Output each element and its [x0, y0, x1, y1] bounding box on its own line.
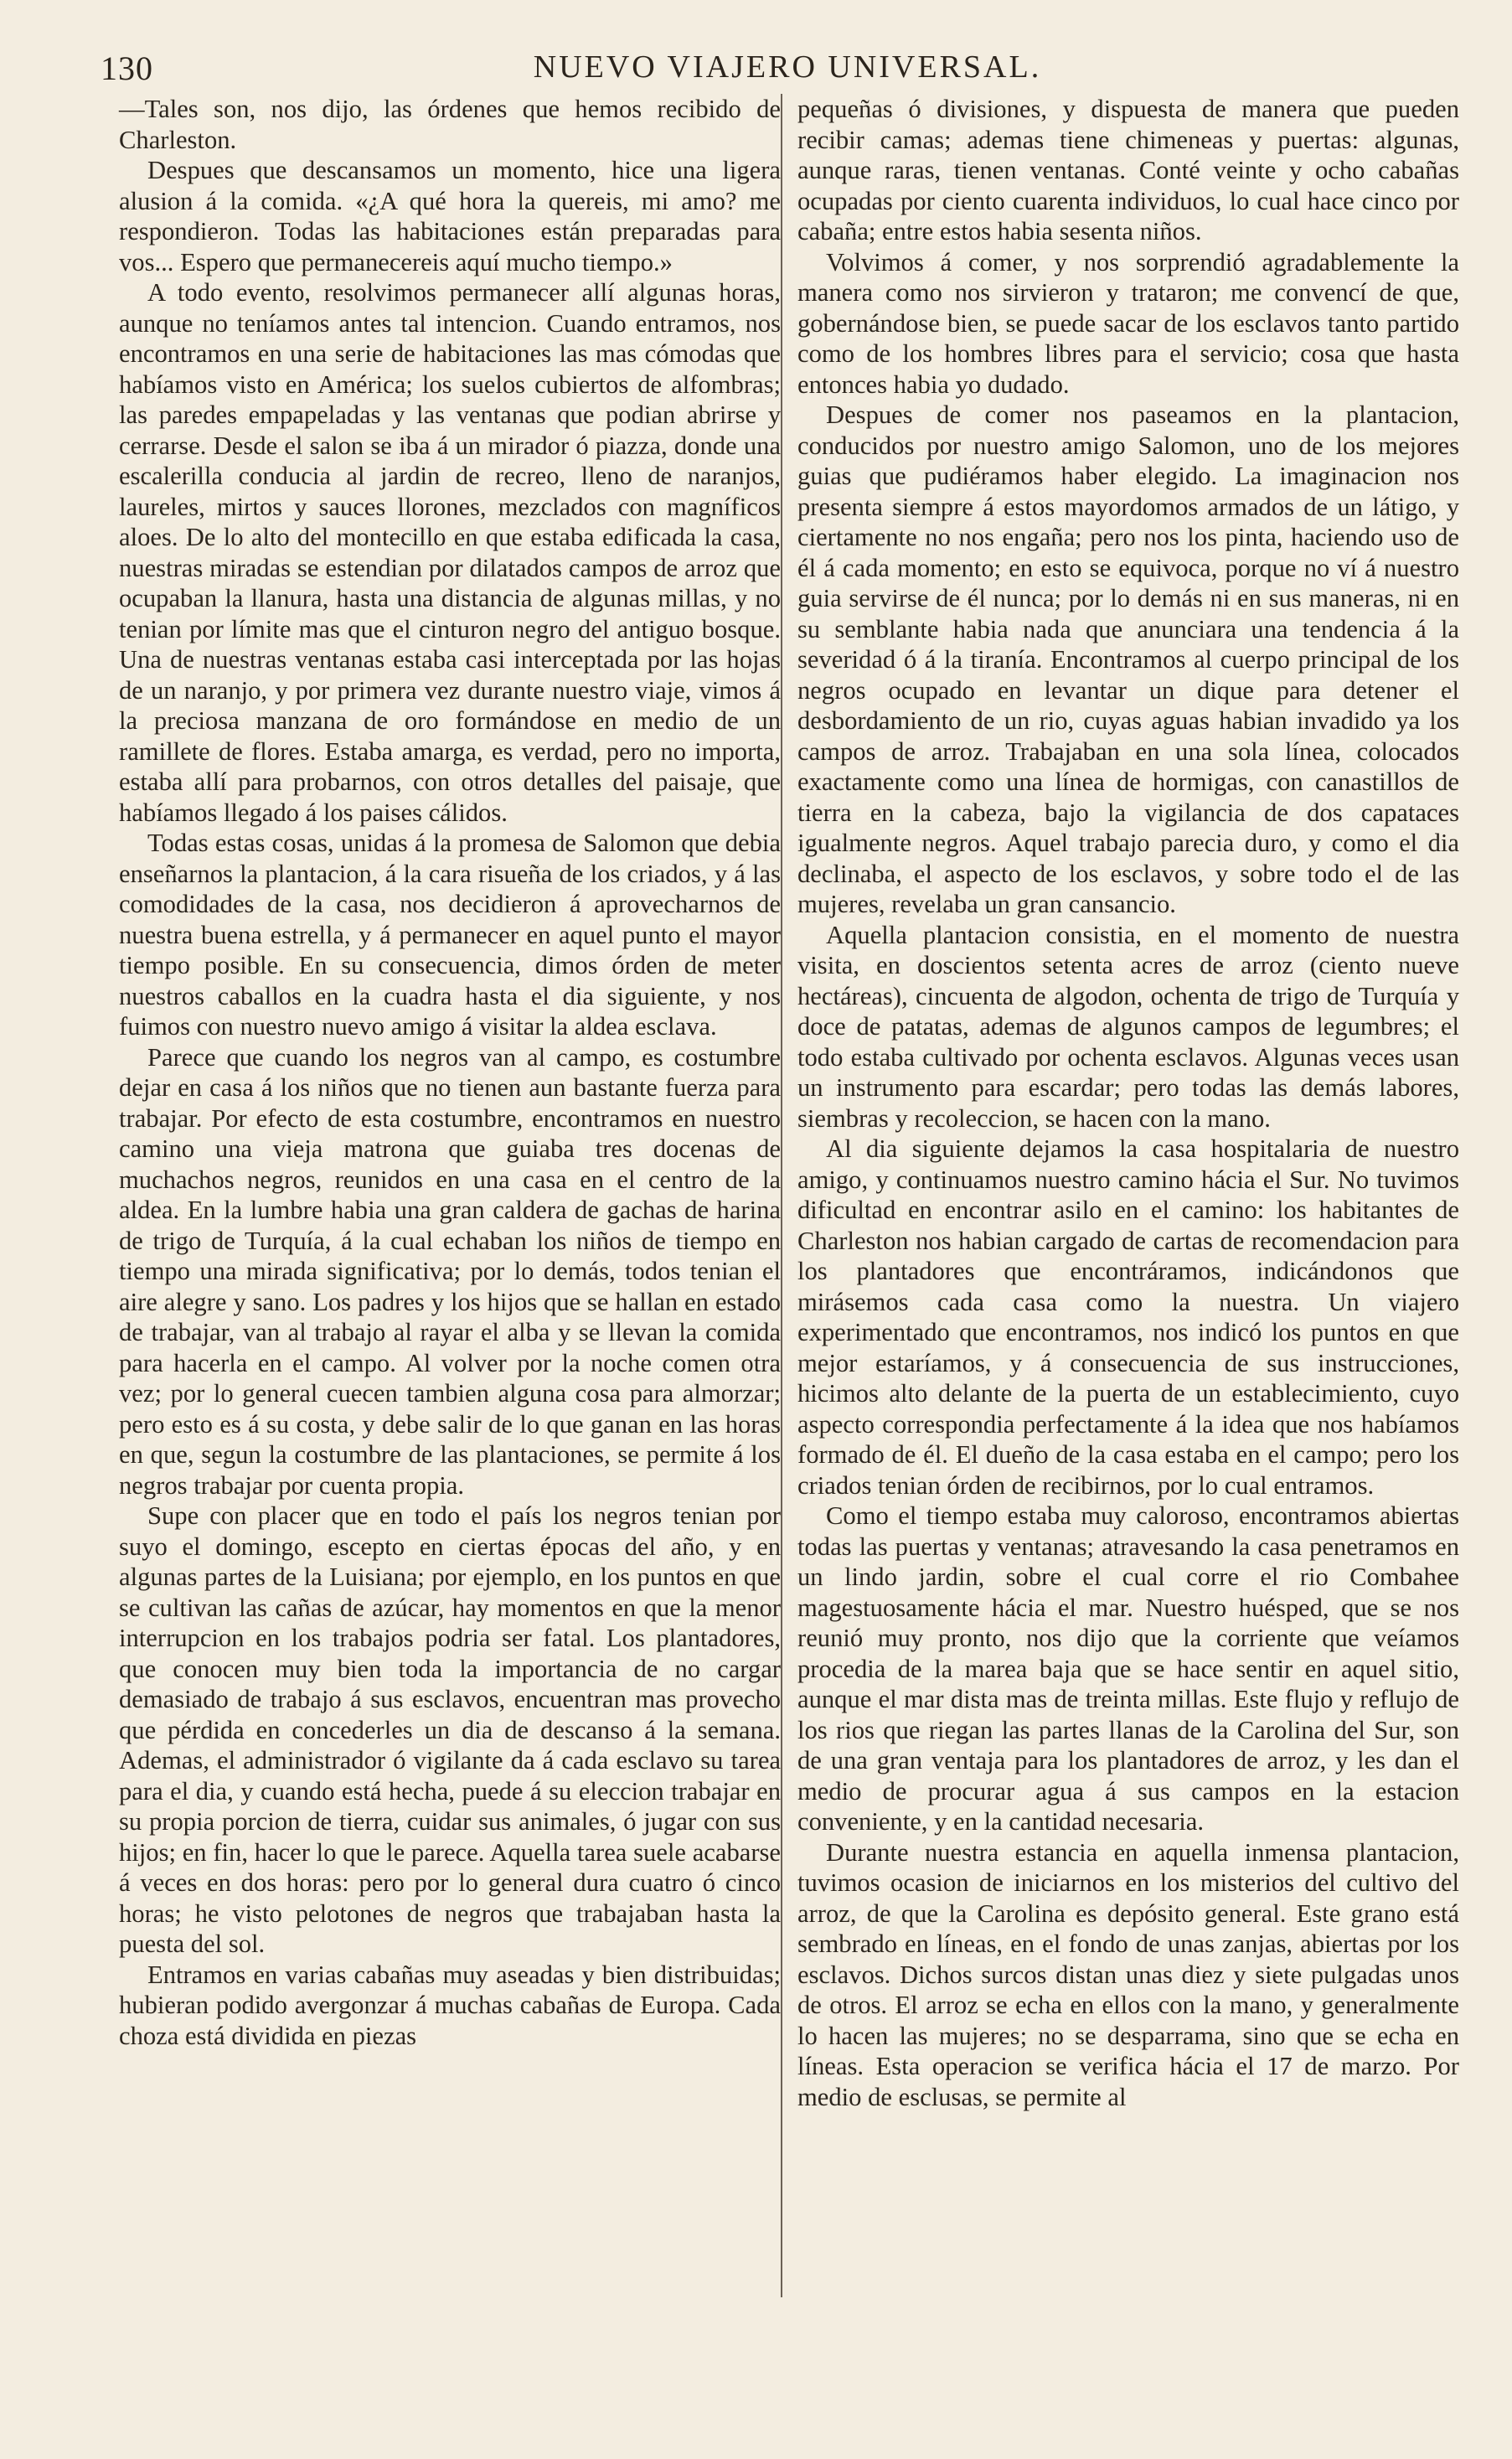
- page-header: [101, 49, 1474, 87]
- paragraph: Durante nuestra estancia en aquella inmensa plantacion, tuvimos ocasion de iniciarnos en los misterios del cultivo del arroz, de que la Carolina es depósito general. Este grano está sembrado en líneas, en el fondo de unas zanjas, abiertas por los esclavos. Dichos surcos distan unas diez y siete pulgadas unos de otros. El arroz se echa en ellos con la mano, y generalmente lo hacen las mujeres; no se desparrama, sino que se echa en líneas. Esta operacion se verifica hácia el 17 de marzo. Por medio de esclusas, se permite al: [797, 1837, 1459, 2111]
- left-column: [119, 94, 781, 2051]
- paragraph: Despues que descansamos un momento, hice una ligera alusion á la comida. «¿A qué hora la quereis, mi amo? me respondieron. Todas las habitaciones están preparadas para vos... Espero que permanecereis aquí mucho tiempo.»: [119, 156, 781, 276]
- running-title: NUEVO VIAJERO UNIVERSAL.: [533, 49, 1042, 85]
- page-number: 130: [101, 49, 153, 87]
- paragraph: Como el tiempo estaba muy caloroso, encontramos abiertas todas las puertas y ventanas; atravesando la casa penetramos en un lindo jardin, sobre el cual corre el rio Combahee magestuosamente hácia el mar. Nuestro huésped, que se nos reunió muy pronto, nos dijo que la corriente que veíamos procedia de la marea baja que se hace sentir en aquel sitio, aunque el mar dista mas de treinta millas. Este flujo y reflujo de los rios que riegan las partes llanas de la Carolina del Sur, son de una gran ventaja para los plantadores de arroz, y les dan el medio de procurar agua á sus campos en la estacion conveniente, y en la cantidad necesaria.: [797, 1501, 1459, 1836]
- column-divider: [781, 94, 782, 2297]
- right-column: [797, 94, 1459, 2112]
- paragraph: Volvimos á comer, y nos sorprendió agradablemente la manera como nos sirvieron y trataron; me convencí de que, gobernándose bien, se puede sacar de los esclavos tanto partido como de los hombres libres para el servicio; cosa que hasta entonces habia yo dudado.: [797, 247, 1459, 399]
- paragraph: Despues de comer nos paseamos en la plantacion, conducidos por nuestro amigo Salomon, uno de los mejores guias que pudiéramos haber elegido. La imaginacion nos presenta siempre á estos mayordomos armados de un látigo, y ciertamente no nos engaña; pero nos los pinta, haciendo uso de él á cada momento; en esto se equivoca, porque no ví á nuestro guia servirse de él nunca; por lo demás ni en sus maneras, ni en su semblante habia nada que anunciara una tendencia á la severidad ó á la tiranía. Encontramos al cuerpo principal de los negros ocupado en levantar un dique para detener el desbordamiento de un rio, cuyas aguas habian invadido ya los campos de arroz. Trabajaban en una sola línea, colocados exactamente como una línea de hormigas, con canastillos de tierra en la cabeza, bajo la vigilancia de dos capataces igualmente negros. Aquel trabajo parecia duro, y como el dia declinaba, el aspecto de los esclavos, y sobre todo el de las mujeres, revelaba un gran cansancio.: [797, 400, 1459, 918]
- paragraph: Entramos en varias cabañas muy aseadas y bien distribuidas; hubieran podido avergonzar á muchas cabañas de Europa. Cada choza está dividida en piezas: [119, 1960, 781, 2050]
- paragraph: Todas estas cosas, unidas á la promesa de Salomon que debia enseñarnos la plantacion, á la cara risueña de los criados, y á las comodidades de la casa, nos decidieron á aprovecharnos de nuestra buena estrella, y á permanecer en aquel punto el mayor tiempo posible. En su consecuencia, dimos órden de meter nuestros caballos en la cuadra hasta el dia siguiente, y nos fuimos con nuestro nuevo amigo á visitar la aldea esclava.: [119, 829, 781, 1041]
- paragraph: A todo evento, resolvimos permanecer allí algunas horas, aunque no teníamos antes tal intencion. Cuando entramos, nos encontramos en una serie de habitaciones las mas cómodas que habíamos visto en América; los suelos cubiertos de alfombras; las paredes empapeladas y las ventanas que podian abrirse y cerrarse. Desde el salon se iba á un mirador ó piazza, donde una escalerilla conducia al jardin de recreo, lleno de naranjos, laureles, mirtos y sauces llorones, mezclados con magníficos aloes. De lo alto del montecillo en que estaba edificada la casa, nuestras miradas se estendian por dilatados campos de arroz que ocupaban la llanura, hasta una distancia de algunas millas, y no tenian por límite mas que el cinturon negro del antiguo bosque. Una de nuestras ventanas estaba casi interceptada por las hojas de un naranjo, y por primera vez durante nuestro viaje, vimos á la preciosa manzana de oro formándose en medio de un ramillete de flores. Estaba amarga, es verdad, pero no importa, estaba allí para probarnos, con otros detalles del paisaje, que habíamos llegado á los paises cálidos.: [119, 278, 781, 827]
- paragraph: Al dia siguiente dejamos la casa hospitalaria de nuestro amigo, y continuamos nuestro camino hácia el Sur. No tuvimos dificultad en encontrar asilo en el camino: los habitantes de Charleston nos habian cargado de cartas de recomendacion para los plantadores que encontráramos, indicándonos que mirásemos cada casa como la nuestra. Un viajero experimentado que encontramos, nos indicó los puntos en que mejor estaríamos, y á consecuencia de sus instrucciones, hicimos alto delante de la puerta de un establecimiento, cuyo aspecto correspondia perfectamente á la idea que nos habíamos formado de él. El dueño de la casa estaba en el campo; pero los criados tenian órden de recibirnos, por lo cual entramos.: [797, 1134, 1459, 1500]
- paragraph: Supe con placer que en todo el país los negros tenian por suyo el domingo, escepto en ciertas épocas del año, y en algunas partes de la Luisiana; por ejemplo, en los puntos en que se cultivan las cañas de azúcar, hay momentos en que la menor interrupcion en los trabajos podria ser fatal. Los plantadores, que conocen muy bien toda la importancia de no cargar demasiado de trabajo á sus esclavos, encuentran mas provecho que pérdida en concederles un dia de descanso á la semana. Ademas, el administrador ó vigilante da á cada esclavo su tarea para el dia, y cuando está hecha, puede á su eleccion trabajar en su propia porcion de tierra, cuidar sus animales, ó jugar con sus hijos; en fin, hacer lo que le parece. Aquella tarea suele acabarse á veces en dos horas: pero por lo general dura cuatro ó cinco horas; he visto pelotones de negros que trabajaban hasta la puesta del sol.: [119, 1501, 781, 1958]
- paragraph: —Tales son, nos dijo, las órdenes que hemos recibido de Charleston.: [119, 95, 781, 154]
- paragraph: Parece que cuando los negros van al campo, es costumbre dejar en casa á los niños que no tienen aun bastante fuerza para trabajar. Por efecto de esta costumbre, encontramos en nuestro camino una vieja matrona que guiaba tres docenas de muchachos negros, reunidos en una casa en el centro de la aldea. En la lumbre habia una gran caldera de gachas de harina de trigo de Turquía, á la cual echaban los niños de tiempo en tiempo una mirada significativa; por lo demás, todos tenian el aire alegre y sano. Los padres y los hijos que se hallan en estado de trabajar, van al trabajo al rayar el alba y se llevan la comida para hacerla en el campo. Al volver por la noche comen otra vez; por lo general cuecen tambien alguna cosa para almorzar; pero esto es á su costa, y debe salir de lo que ganan en las horas en que, segun la costumbre de las plantaciones, se permite á los negros trabajar por cuenta propia.: [119, 1042, 781, 1500]
- paragraph: pequeñas ó divisiones, y dispuesta de manera que pueden recibir camas; ademas tiene chimeneas y puertas: algunas, aunque raras, tienen ventanas. Conté veinte y ocho cabañas ocupadas por ciento cuarenta individuos, lo cual hace cinco por cabaña; entre estos habia sesenta niños.: [797, 95, 1459, 245]
- paragraph: Aquella plantacion consistia, en el momento de nuestra visita, en doscientos setenta acres de arroz (ciento nueve hectáreas), cincuenta de algodon, ochenta de trigo de Turquía y doce de patatas, ademas de algunos campos de legumbres; el todo estaba cultivado por ochenta esclavos. Algunas veces usan un instrumento para escardar; pero todas las demás labores, siembras y recoleccion, se hacen con la mano.: [797, 920, 1459, 1133]
